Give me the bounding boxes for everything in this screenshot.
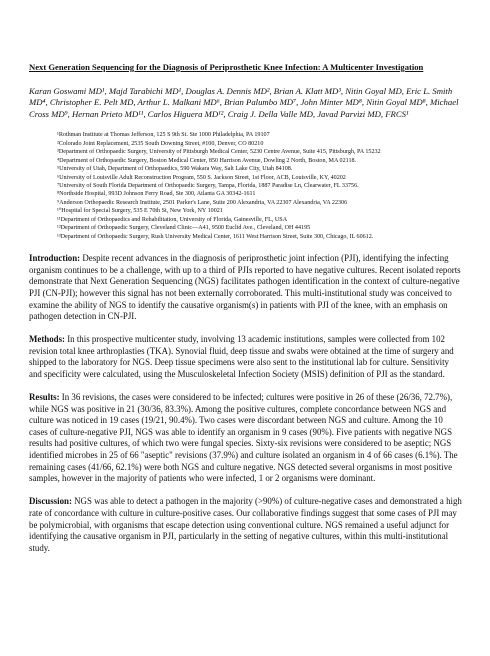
methods-section xyxy=(29,334,462,380)
affiliation-13: ¹³Department of Orthopaedic Surgery, Rush University Medical Center, 1611 West Harrison Street, Suite 300, Chicago, IL 60612. xyxy=(57,233,374,240)
introduction-heading: Introduction: xyxy=(29,253,81,264)
affiliation-1: ¹Rothman Institute at Thomas Jefferson, 125 S 9th St. Ste 1000 Philadelphia, PA 19107 xyxy=(57,132,270,139)
affiliation-5: ⁵University of Utah, Department of Orthopaedics, 590 Wakara Way, Salt Lake City, Utah 84108. xyxy=(57,166,293,173)
discussion-text: NGS was able to detect a pathogen in the majority (>90%) of culture-negative cases and demonstrated a high rate of concordance with culture in culture-positive cases. Our collaborative findings suggest that some cases of PJI may be polymicrobial, with organisms that escape detection using conventional culture. NGS remained a useful adjunct for identifying the causative organism in PJI, particularly in the setting of negative cultures, within this multi-institutional study. xyxy=(29,496,462,553)
affiliation-11: ¹¹Department of Orthopaedics and Rehabilitation, University of Florida, Gainesville, FL, USA xyxy=(57,216,288,223)
introduction-text: Despite recent advances in the diagnosis of periprosthetic joint infection (PJI), identifying the infecting organism continues to be a challenge, with up to a third of PJIs reported to have negative cultures. Recent isolated reports demonstrate that Next Generation Sequencing (NGS) facilitates pathogen identification in the context of culture-negative PJI (CN-PJI); however this signal has not been externally corroborated. This multi-institutional study was conceived to examine the ability of NGS to identify the causative organism(s) in patients with PJI of the knee, with an emphasis on pathogen detection in CN-PJI. xyxy=(29,253,461,322)
affiliation-3: ³Department of Orthopaedic Surgery, University of Pittsburgh Medical Center, 5230 Centre Avenue, Suite 415, Pittsburgh, PA 15232 xyxy=(57,149,381,156)
methods-heading: Methods: xyxy=(29,334,65,345)
introduction-section xyxy=(29,253,462,323)
affiliation-12: ¹²Department of Orthopaedic Surgery, Cleveland Clinic—A41, 9500 Euclid Ave., Cleveland, OH 44195 xyxy=(57,225,311,232)
affiliation-8: ⁸Northside Hospital, 993D Johnson Ferry Road, Ste 300, Atlanta GA 30342-1611 xyxy=(57,191,256,198)
methods-text: In this prospective multicenter study, involving 13 academic institutions, samples were collected from 102 revision total knee arthroplasties (TKA). Synovial fluid, deep tissue and swabs were obtained at the time of surgery and shipped to the laboratory for NGS. Deep tissue specimens were also sent to the institutional lab for culture. Sensitivity and specificity were calculated, using the Musculoskeletal Infection Society (MSIS) definition of PJI as the standard. xyxy=(29,334,454,380)
results-heading: Results: xyxy=(29,392,60,403)
author-list: Karan Goswami MD¹, Majd Tarabichi MD¹, Douglas A. Dennis MD², Brian A. Klatt MD³, Nitin Goyal MD, Eric L. Smith MD⁴, Christopher E. Pelt MD, Arthur L. Malkani MD⁶, Brian Palumbo MD⁷, John Minter MD⁸, Nitin Goyal MD⁸, Michael Cross MD⁹, Hernan Prieto MD¹¹, Carlos Higuera MD¹², Craig J. Della Valle MD, Javad Parvizi MD, FRCS¹ xyxy=(29,85,459,119)
affiliation-2: ²Colorado Joint Replacement, 2535 South Downing Street, #100, Denver, CO 80210 xyxy=(57,140,264,147)
results-section xyxy=(29,392,462,485)
discussion-heading: Discussion: xyxy=(29,496,72,507)
affiliation-9: ⁹Anderson Orthopaedic Research Institute, 2501 Parker's Lane, Suite 200 Alexandria, VA 22307 Alexandria, VA 22306 xyxy=(57,199,348,206)
paper-title: Next Generation Sequencing for the Diagnosis of Periprosthetic Knee Infection: A Multicenter Investigation xyxy=(29,62,424,72)
affiliation-6: ⁶University of Louisville Adult Reconstruction Program, 550 S. Jackson Street, 1st Floor, ACB, Louisville, KY, 40202 xyxy=(57,174,346,181)
results-text: In 36 revisions, the cases were considered to be infected; cultures were positive in 26 of these (26/36, 72.7%), while NGS was positive in 21 (30/36, 83.3%). Among the positive cultures, complete concordance between NGS and culture was noticed in 19 cases (19/21, 90.4%). Two cases were discordant between NGS and culture. Among the 10 cases of culture-negative PJI, NGS was able to identify an organism in 9 cases (90%). Five patients with negative NGS results had positive cultures, of which two were fungal species. Sixty-six revisions were considered to be aseptic; NGS identified microbes in 25 of 66 "aseptic" revisions (37.9%) and culture isolated an organism in 4 of 66 cases (6.1%). The remaining cases (41/66, 62.1%) were both NGS and culture negative. NGS detected several organisms in most positive samples, however in the majority of patients who were infected, 1 or 2 organisms were dominant. xyxy=(29,392,458,484)
affiliation-4: ⁴Department of Orthopaedic Surgery, Boston Medical Center, 850 Harrison Avenue, Dowling 2 North, Boston, MA 02118. xyxy=(57,157,357,164)
affiliation-10: ¹⁰Hospital for Special Surgery, 535 E 70th St, New York, NY 10021 xyxy=(57,208,223,215)
discussion-section xyxy=(29,496,462,554)
affiliation-7: ⁷University of South Florida Department of Orthopaedic Surgery, Tampa, Florida, 1887 Paradise Ln, Clearwater, FL 33756. xyxy=(57,183,359,189)
affiliation-list xyxy=(29,131,462,241)
